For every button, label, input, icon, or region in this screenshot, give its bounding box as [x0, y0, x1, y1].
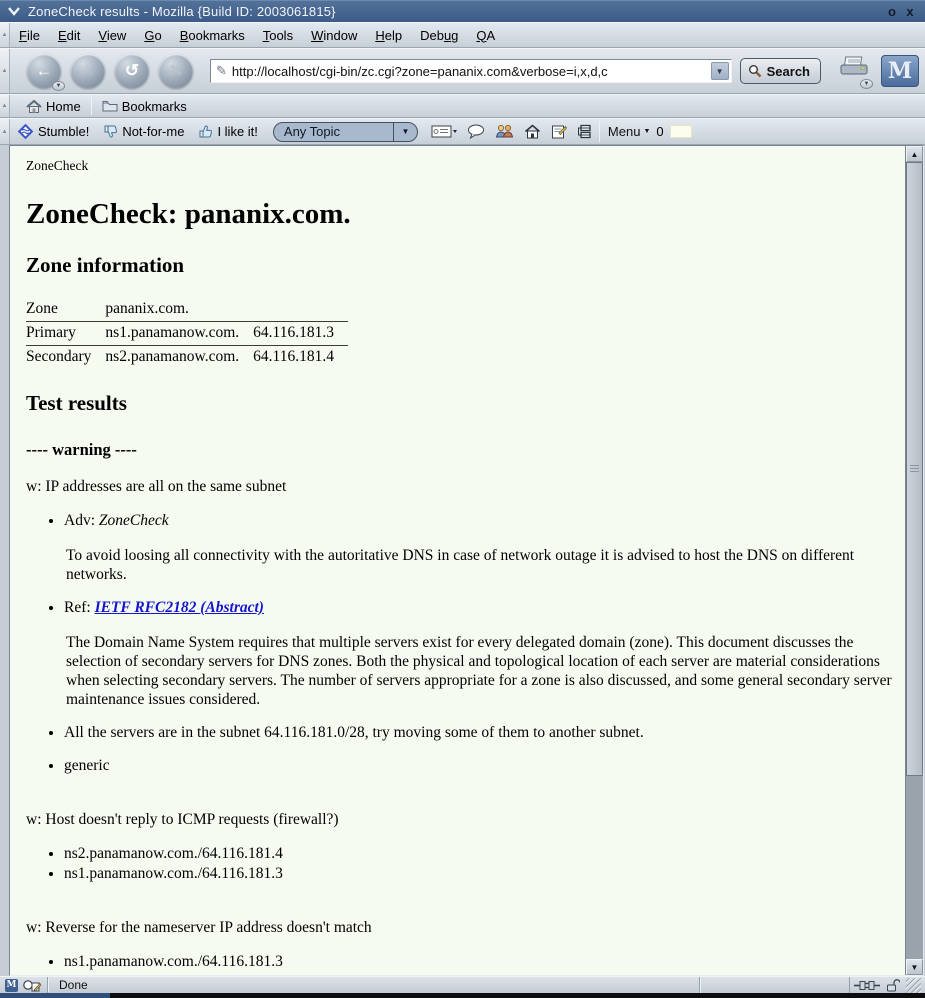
speech-bubble-icon — [467, 124, 485, 139]
back-icon: ← — [35, 61, 53, 80]
content-area — [0, 145, 925, 976]
channels-button[interactable] — [577, 124, 592, 139]
not-for-me-button[interactable] — [96, 122, 191, 141]
advice-paragraph: To avoid loosing all connectivity with the autoritative DNS in case of network outage it is advised to host the DNS on different networks. — [66, 547, 855, 583]
stumble-label: Stumble! — [38, 124, 90, 139]
menu-view[interactable]: View — [98, 27, 127, 43]
navigation-toolbar — [0, 48, 925, 94]
toolbar-grippy[interactable]: ▲ — [0, 119, 10, 144]
scrollbar-thumb[interactable] — [906, 162, 923, 776]
menu-file[interactable]: File — [19, 27, 40, 43]
status-text: Done — [48, 978, 699, 992]
page-title: ZoneCheck: pananix.com. — [26, 198, 351, 230]
list-item: • Adv: ZoneCheck — [64, 512, 893, 530]
bottom-edge — [0, 993, 925, 998]
reload-button[interactable] — [115, 54, 149, 88]
warning-heading: ---- warning ---- — [26, 440, 137, 459]
component-bar — [0, 977, 48, 993]
adv-value: ZoneCheck — [98, 512, 169, 529]
toolbar-grippy[interactable]: ▲ — [0, 23, 10, 47]
navigator-component-icon[interactable]: M — [6, 980, 17, 990]
review-button[interactable] — [551, 124, 567, 139]
stop-icon: ✕ — [168, 61, 184, 80]
warning-1-list — [26, 512, 893, 775]
search-button[interactable] — [740, 58, 821, 84]
list-item: • ns1.panamanow.com./64.116.181.3 — [64, 865, 893, 883]
url-bar — [210, 59, 732, 83]
menu-edit[interactable]: Edit — [57, 27, 81, 43]
i-like-it-label: I like it! — [217, 124, 258, 139]
message-card-icon — [431, 125, 457, 138]
vertical-scrollbar[interactable] — [905, 146, 923, 975]
stumbleupon-icon — [17, 123, 34, 140]
menu-help[interactable]: Help — [375, 27, 403, 43]
table-row: Primary ns1.panamanow.com. 64.116.181.3 — [26, 322, 348, 346]
stumble-button[interactable] — [10, 121, 96, 142]
forward-button[interactable] — [71, 54, 105, 88]
forward-icon: → — [79, 61, 97, 80]
toolbar-separator — [91, 97, 92, 115]
taskbar-sliver — [0, 993, 110, 998]
house-outline-icon — [524, 124, 541, 139]
url-input[interactable] — [232, 64, 711, 79]
back-history-dropdown[interactable]: ▼ — [52, 81, 65, 91]
channels-icon — [577, 124, 592, 139]
bookmarks-folder-icon — [102, 100, 118, 112]
list-item: • ns1.panamanow.com./64.116.181.3 — [64, 953, 893, 971]
titlebar — [0, 0, 925, 22]
resize-grip[interactable] — [906, 978, 921, 993]
topic-select-value: Any Topic — [283, 124, 341, 139]
home-icon — [26, 100, 42, 113]
site-label: ZoneCheck — [26, 158, 89, 173]
print-dropdown[interactable]: ▼ — [860, 79, 873, 89]
counter-box — [670, 125, 692, 138]
thumbs-up-icon — [198, 124, 213, 139]
toolbar-grippy[interactable]: ▲ — [0, 95, 10, 117]
bookmark-pencil-icon[interactable]: ✎ — [216, 63, 227, 78]
zone-info-table — [26, 298, 348, 369]
rfc-abstract-paragraph: The Domain Name System requires that multiple servers exist for every delegated domain (zone). This document discusses the selection of secondary servers for DNS zones. Both the physical and topological location of each server are material considerations when selecting secondary servers. The number of servers appropriate for a zone is also discussed, and some general secondary server maintenance issues considered. — [66, 634, 892, 708]
homepage-button[interactable] — [524, 124, 541, 139]
people-icon — [495, 124, 514, 139]
warning-2-list — [26, 845, 893, 883]
toolbar-separator — [599, 121, 600, 142]
friends-button[interactable] — [495, 124, 514, 139]
personal-toolbar — [0, 94, 925, 118]
stop-button[interactable] — [159, 54, 193, 88]
security-lock-icon[interactable] — [886, 979, 900, 992]
online-plug-icon[interactable] — [854, 980, 880, 991]
list-item: • Ref: IETF RFC2182 (Abstract) — [64, 599, 893, 617]
window-title: ZoneCheck results - Mozilla {Build ID: 2003061815} — [28, 4, 336, 19]
statusbar — [0, 976, 925, 993]
rfc-link[interactable]: IETF RFC2182 (Abstract) — [94, 599, 264, 616]
bookmarks-button[interactable] — [94, 97, 195, 116]
statusbar-right — [849, 977, 925, 993]
zone-information-heading: Zone information — [26, 253, 185, 277]
scrollbar-grip — [910, 465, 919, 472]
menu-bookmarks[interactable]: Bookmarks — [179, 27, 245, 43]
list-item: • generic — [64, 757, 893, 775]
menu-caret-icon: ▼ — [643, 128, 651, 135]
comment-button[interactable] — [467, 124, 485, 139]
compose-page-icon — [551, 124, 567, 139]
reload-icon: ↺ — [124, 61, 140, 80]
url-history-dropdown[interactable]: ▼ — [711, 62, 729, 80]
stumbleupon-toolbar — [0, 118, 925, 145]
home-label: Home — [46, 98, 81, 114]
send-to-button[interactable] — [431, 125, 457, 138]
scrollbar-track[interactable] — [906, 162, 923, 959]
stumble-menu-label: Menu — [607, 124, 641, 139]
back-button[interactable] — [27, 54, 61, 88]
list-item: • ns2.panamanow.com./64.116.181.4 — [64, 845, 893, 863]
composer-component-icon[interactable] — [22, 979, 42, 992]
stumble-menu-button[interactable] — [602, 124, 656, 139]
warning-1-text: w: IP addresses are all on the same subnet — [26, 478, 287, 495]
table-row: Zone pananix.com. — [26, 298, 348, 322]
search-button-label: Search — [766, 63, 810, 79]
warning-2-text: w: Host doesn't reply to ICMP requests (firewall?) — [26, 811, 339, 828]
i-like-it-button[interactable] — [191, 122, 264, 141]
topic-select-arrow-icon: ▼ — [393, 123, 417, 141]
list-item: • All the servers are in the subnet 64.116.181.0/28, try moving some of them to another subnet. — [64, 724, 893, 742]
search-icon — [748, 64, 762, 78]
scroll-down-button[interactable]: ▼ — [906, 959, 923, 975]
menu-qa[interactable]: QA — [476, 27, 496, 43]
warning-3-text: w: Reverse for the nameserver IP address doesn't match — [26, 919, 372, 936]
toolbar-grippy[interactable]: ▲ — [0, 49, 10, 93]
warning-3-list — [26, 953, 893, 971]
bookmarks-label: Bookmarks — [121, 98, 187, 114]
web-page — [10, 146, 905, 975]
window-menu-icon[interactable] — [6, 5, 22, 19]
mozilla-logo-icon[interactable]: M — [881, 55, 919, 87]
home-button[interactable] — [18, 97, 89, 116]
close-button[interactable]: x — [906, 3, 914, 19]
menu-window[interactable]: Window — [311, 27, 358, 43]
menu-tools[interactable]: Tools — [262, 27, 294, 43]
maximize-button[interactable]: o — [888, 3, 896, 19]
menu-debug[interactable]: Debug — [420, 27, 459, 43]
topic-select[interactable] — [273, 122, 418, 142]
print-button[interactable] — [837, 55, 871, 88]
stumble-count: 0 — [656, 124, 664, 139]
status-pane — [699, 977, 849, 993]
menu-go[interactable]: Go — [144, 27, 162, 43]
test-results-heading: Test results — [26, 391, 127, 415]
scroll-up-button[interactable]: ▲ — [906, 146, 923, 162]
menubar — [0, 22, 925, 48]
not-for-me-label: Not-for-me — [122, 124, 185, 139]
thumbs-down-icon — [103, 124, 118, 139]
table-row: Secondary ns2.panamanow.com. 64.116.181.4 — [26, 348, 334, 365]
